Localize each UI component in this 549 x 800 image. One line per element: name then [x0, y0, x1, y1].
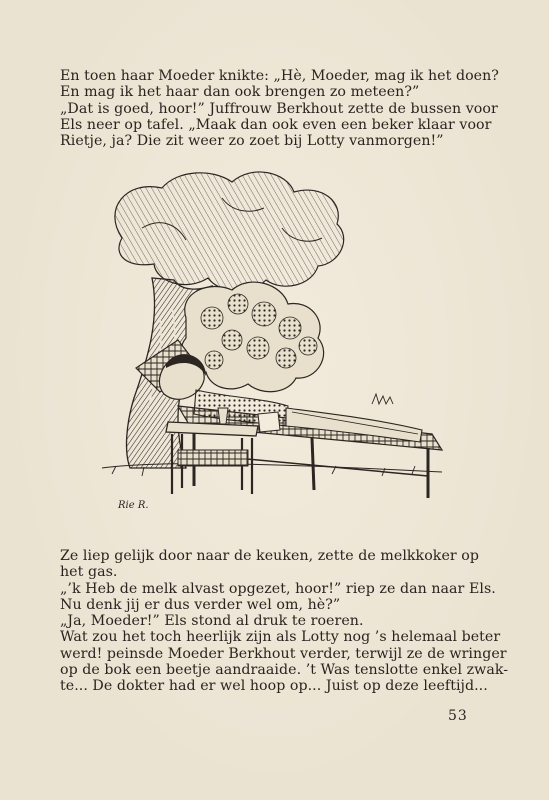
- text-line: het gas.: [60, 564, 118, 581]
- text-line: Ze liep gelijk door naar de keuken, zette de melkkoker op: [60, 548, 480, 564]
- illustration-girl-on-lounge-chair: [82, 168, 458, 523]
- artist-signature: Rie R.: [118, 500, 149, 511]
- side-table: [166, 408, 280, 494]
- text-line: te... De dokter had er wel hoop op... Juist op deze leeftijd...: [60, 678, 488, 695]
- text-line: Rietje, ja? Die zit weer zo zoet bij Lotty vanmorgen!”: [60, 133, 444, 150]
- paragraph-top: [60, 68, 499, 150]
- text-line: werd! peinsde Moeder Berkhout verder, terwijl ze de wringer: [60, 645, 507, 662]
- text-line: Els neer op tafel. „Maak dan ook even een beker klaar voor: [60, 116, 492, 133]
- text-line: En mag ik het haar dan ook brengen zo meteen?”: [60, 84, 420, 101]
- tree-foliage: [115, 172, 344, 291]
- text-line: op de bok een beetje aandraaide. ’t Was tenslotte enkel zwak-: [60, 662, 509, 679]
- page-number: 53: [448, 708, 468, 724]
- text-line: Nu denk jij er dus verder wel om, hè?”: [60, 596, 341, 613]
- text-line: Wat zou het toch heerlijk zijn als Lotty nog ’s helemaal beter: [60, 629, 501, 646]
- paragraph-bottom: [60, 548, 509, 695]
- text-line: „’k Heb de melk alvast opgezet, hoor!” riep ze dan naar Els.: [60, 580, 496, 597]
- text-line: En toen haar Moeder knikte: „Hè, Moeder, mag ik het doen?: [60, 68, 499, 84]
- text-line: „Dat is goed, hoor!” Juffrouw Berkhout zette de bussen voor: [60, 100, 498, 117]
- text-line: „Ja, Moeder!” Els stond al druk te roeren.: [60, 613, 364, 630]
